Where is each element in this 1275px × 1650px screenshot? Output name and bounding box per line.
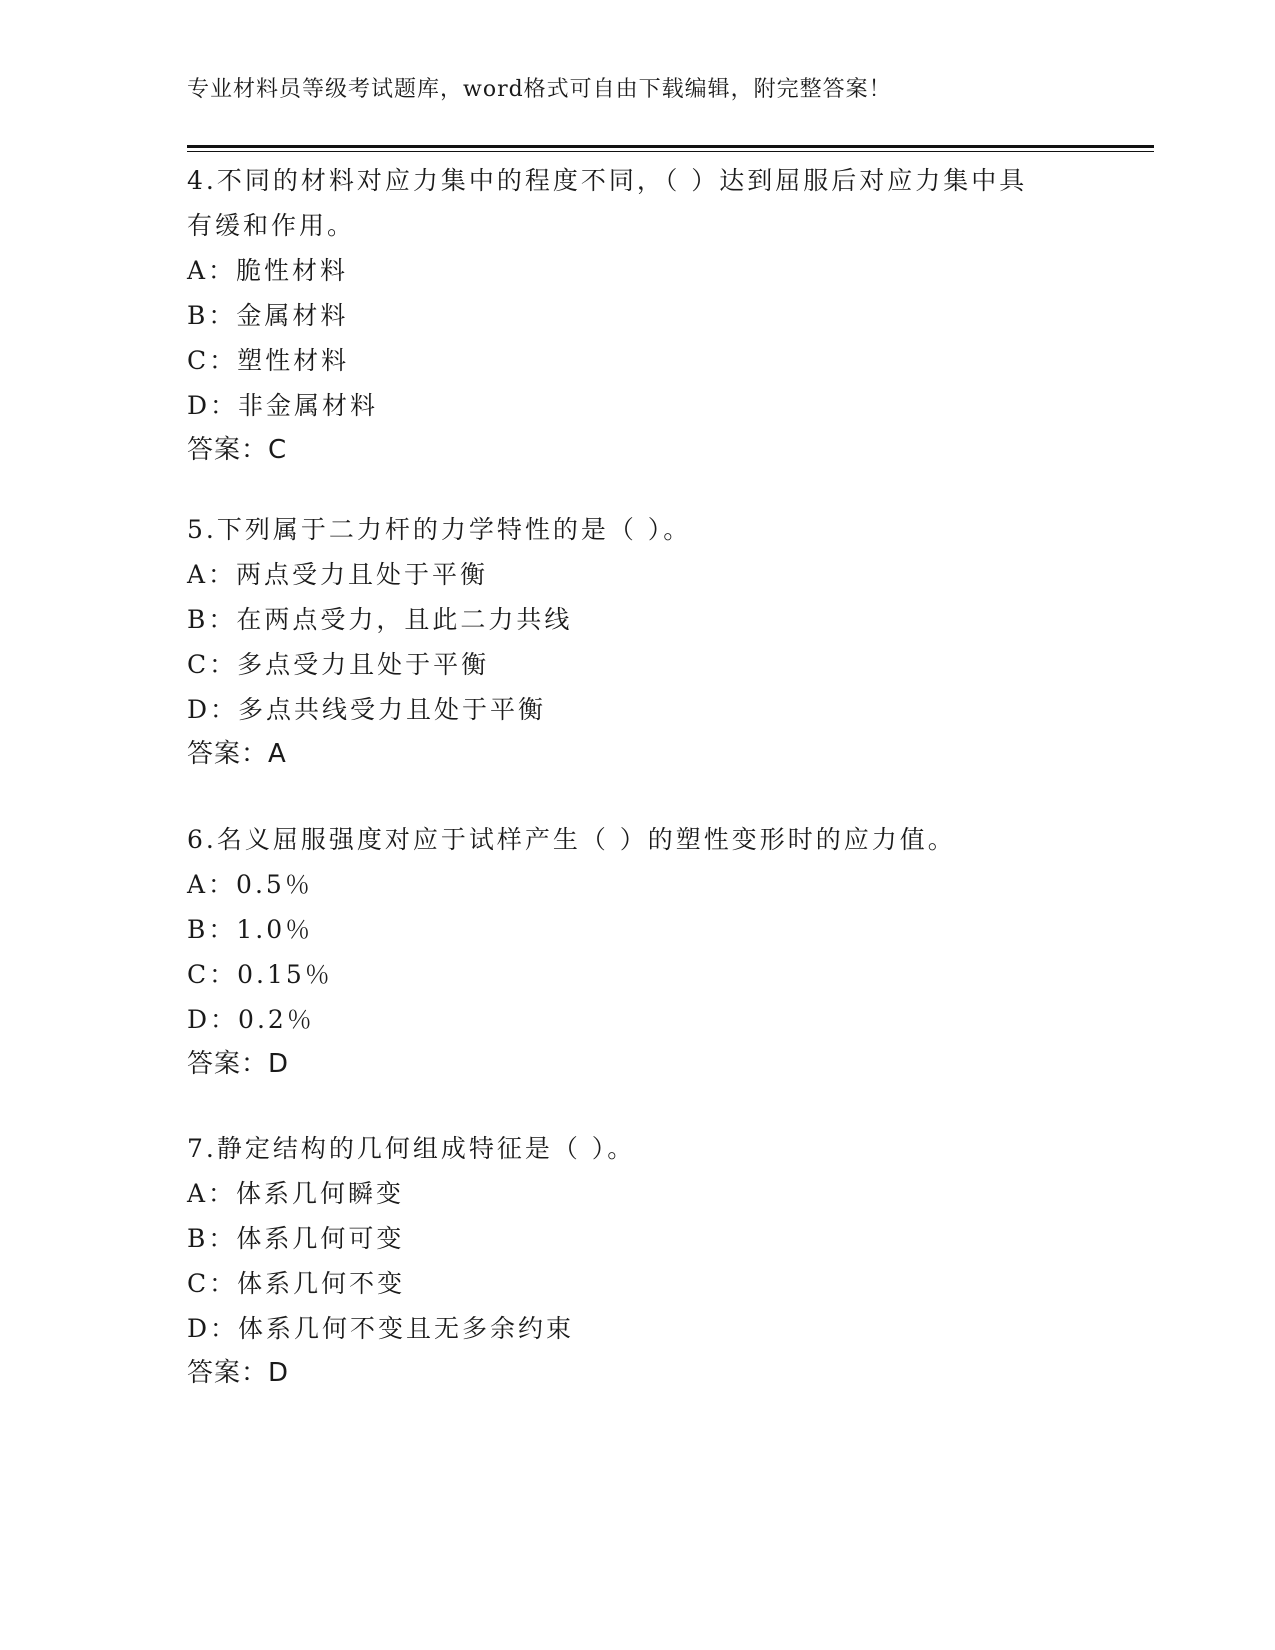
option-a: A：体系几何瞬变 <box>187 1179 405 1208</box>
answer: 答案：A <box>187 739 287 769</box>
option-a: A：0.5％ <box>187 870 313 899</box>
answer: 答案：D <box>187 1358 290 1388</box>
question-5 <box>187 507 1087 777</box>
header-rule-thin <box>187 151 1154 152</box>
option-b: B：体系几何可变 <box>187 1224 405 1253</box>
option-d: D：体系几何不变且无多余约束 <box>187 1314 575 1343</box>
question-6 <box>187 817 1087 1087</box>
answer: 答案：C <box>187 435 288 465</box>
option-c: C：多点受力且处于平衡 <box>187 650 490 679</box>
option-a: A：脆性材料 <box>187 256 349 285</box>
question-7 <box>187 1126 1087 1396</box>
question-stem: 4.不同的材料对应力集中的程度不同，（ ）达到屈服后对应力集中具 <box>187 166 1028 195</box>
question-stem: 有缓和作用。 <box>187 211 356 240</box>
option-c: C：塑性材料 <box>187 346 350 375</box>
page-header: 专业材料员等级考试题库，word格式可自由下载编辑，附完整答案！ <box>187 77 892 102</box>
answer: 答案：D <box>187 1049 290 1079</box>
option-d: D：多点共线受力且处于平衡 <box>187 695 547 724</box>
question-stem: 6.名义屈服强度对应于试样产生（ ）的塑性变形时的应力值。 <box>187 825 956 854</box>
option-b: B：在两点受力，且此二力共线 <box>187 605 573 634</box>
question-stem: 5.下列属于二力杆的力学特性的是（ ）。 <box>187 515 692 544</box>
question-stem: 7.静定结构的几何组成特征是（ ）。 <box>187 1134 636 1163</box>
option-b: B：金属材料 <box>187 301 349 330</box>
option-d: D：0.2％ <box>187 1005 315 1034</box>
question-4 <box>187 158 1087 473</box>
option-c: C：0.15％ <box>187 960 333 989</box>
option-c: C：体系几何不变 <box>187 1269 406 1298</box>
option-b: B：1.0％ <box>187 915 314 944</box>
option-d: D：非金属材料 <box>187 391 379 420</box>
option-a: A：两点受力且处于平衡 <box>187 560 489 589</box>
header-rule-thick <box>187 145 1154 148</box>
